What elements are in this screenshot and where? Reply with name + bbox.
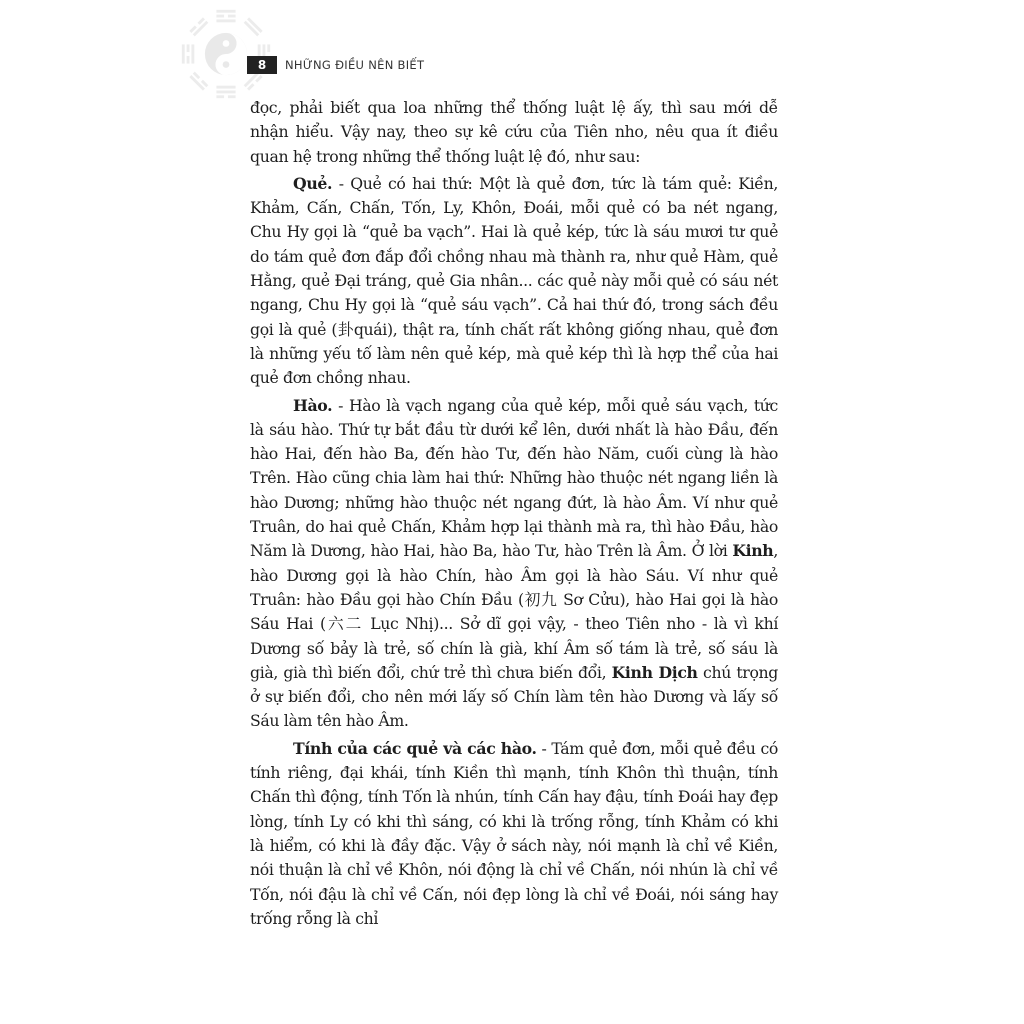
- running-title: NHỮNG ĐIỀU NÊN BIẾT: [285, 58, 425, 72]
- body-text: [250, 96, 778, 934]
- bold-term: Hào.: [293, 395, 333, 415]
- paragraph-text: - Quẻ có hai thứ: Một là quẻ đơn, tức là tám quẻ: Kiền, Khảm, Cấn, Chấn, Tốn, Ly, Khôn, Đoái, mỗi quẻ có ba nét ngang, Chu Hy gọi là “quẻ ba vạch”. Hai là quẻ kép, tức là sáu mươi tư quẻ do tám quẻ đơn đắp đổi chồng nhau mà thành ra, như quẻ Hàm, quẻ Hằng, quẻ Đại tráng, quẻ Gia nhân... các quẻ này mỗi quẻ có sáu nét ngang, Chu Hy gọi là “quẻ sáu vạch”. Cả hai thứ đó, trong sách đều gọi là quẻ (卦quái), thật ra, tính chất rất không giống nhau, quẻ đơn là những yếu tố làm nên quẻ kép, mà quẻ kép thì là hợp thể của hai quẻ đơn chồng nhau.: [250, 173, 778, 388]
- page-number: 8: [247, 56, 277, 74]
- bold-term: Kinh: [732, 541, 774, 561]
- paragraph: [250, 394, 778, 734]
- bold-term: Tính của các quẻ và các hào.: [293, 738, 537, 758]
- running-header: [247, 55, 424, 75]
- paragraph: [250, 172, 778, 391]
- yin-yang-bagua-icon: [178, 6, 274, 102]
- paragraph-text: đọc, phải biết qua loa những thể thống luật lệ ấy, thì sau mới dễ nhận hiểu. Vậy nay, theo sự kê cứu của Tiên nho, nêu qua ít điều quan hệ trong những thể thống luật lệ đó, như sau:: [250, 98, 778, 166]
- paragraph: [250, 737, 778, 931]
- bold-term: Kinh Dịch: [611, 662, 698, 682]
- bold-term: Quẻ.: [293, 173, 333, 193]
- paragraph-text: - Tám quẻ đơn, mỗi quẻ đều có tính riêng, đại khái, tính Kiền thì mạnh, tính Khôn thì thuận, tính Chấn thì động, tính Tốn là nhún, tính Cấn hay đậu, tính Đoái hay đẹp lòng, tính Ly có khi thì sáng, có khi là trống rỗng, tính Khảm có khi là hiểm, có khi là đầy đặc. Vậy ở sách này, nói mạnh là chỉ về Kiền, nói thuận là chỉ về Khôn, nói động là chỉ về Chấn, nói nhún là chỉ về Tốn, nói đậu là chỉ về Cấn, nói đẹp lòng là chỉ về Đoái, nói sáng hay trống rỗng là chỉ: [250, 738, 778, 928]
- paragraph-text: , hào Dương gọi là hào Chín, hào Âm gọi là hào Sáu. Ví như quẻ Truân: hào Đầu gọi hào Chín Đầu (初九 Sơ Cửu), hào Hai gọi là hào Sáu Hai (六二 Lục Nhị)... Sở dĩ gọi vậy, - theo Tiên nho - là vì khí Dương số bảy là trẻ, số chín là già, khí Âm số tám là trẻ, số sáu là già, già thì biến đổi, chứ trẻ thì chưa biến đổi,: [250, 541, 778, 682]
- paragraph-text: chú trọng ở sự biến đổi, cho nên mới lấy số Chín làm tên hào Dương và lấy số Sáu làm tên hào Âm.: [250, 662, 778, 731]
- paragraph: [250, 96, 778, 169]
- paragraph-text: - Hào là vạch ngang của quẻ kép, mỗi quẻ sáu vạch, tức là sáu hào. Thứ tự bắt đầu từ dưới kể lên, dưới nhất là hào Đầu, đến hào Hai, đến hào Ba, đến hào Tư, đến hào Năm, cuối cùng là hào Trên. Hào cũng chia làm hai thứ: Những hào thuộc nét ngang liền là hào Dương; những hào thuộc nét ngang đứt, là hào Âm. Ví như quẻ Truân, do hai quẻ Chấn, Khảm hợp lại thành mà ra, thì hào Đầu, hào Năm là Dương, hào Hai, hào Ba, hào Tư, hào Trên là Âm. Ở lời: [250, 395, 778, 561]
